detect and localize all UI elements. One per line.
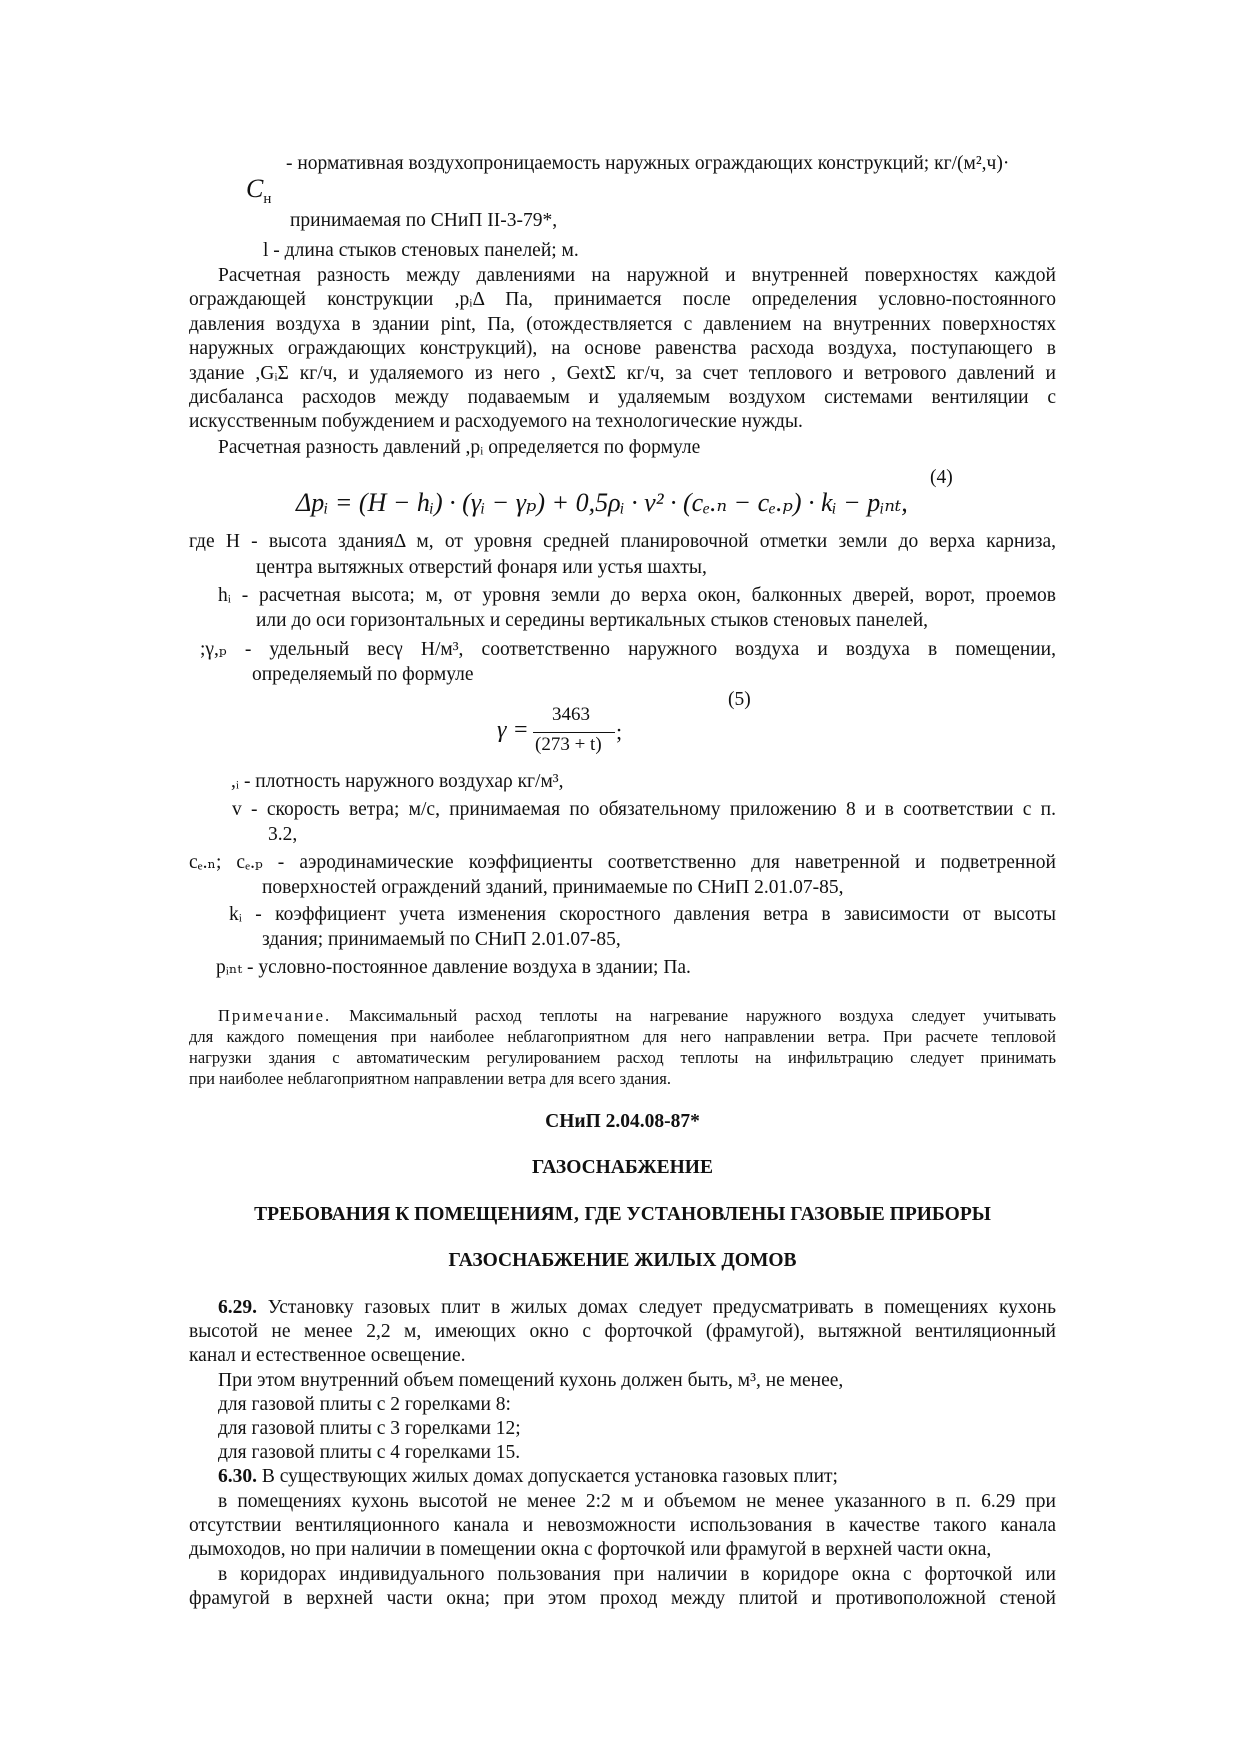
heading-snip: СНиП 2.04.08-87* bbox=[545, 1111, 700, 1132]
p630a-line: в помещениях кухонь высотой не менее 2:2 м и объемом не менее указанного в п. 6.29 при bbox=[218, 1491, 1056, 1512]
note-line: нагрузки здания с автоматическим регулированием расход теплоты на инфильтрацию следует принимать bbox=[189, 1048, 1056, 1067]
para1-line: здание ,GᵢΣ кг/ч, и удаляемого из него , GextΣ кг/ч, за счет теплового и ветрового давлений и bbox=[189, 363, 1056, 384]
note-label: Примечание. bbox=[218, 1006, 332, 1025]
para1-line: наружных ограждающих конструкций), на основе равенства расхода воздуха, поступающего в bbox=[189, 338, 1056, 359]
def-v-line: 3.2, bbox=[268, 824, 298, 845]
list-item: для газовой плиты с 2 горелками 8: bbox=[218, 1394, 511, 1415]
para1-line: Расчетная разность между давлениями на наружной и внутренней поверхностях каждой bbox=[218, 265, 1056, 286]
eq4-number: (4) bbox=[930, 467, 953, 488]
def-l: l - длина стыков стеновых панелей; м. bbox=[263, 240, 579, 261]
def-v-line: v - скорость ветра; м/с, принимаемая по обязательному приложению 8 и в соответствии с п. bbox=[232, 799, 1056, 820]
def-rho: ,ᵢ - плотность наружного воздухаρ кг/м³, bbox=[231, 771, 564, 792]
def-k-line: здания; принимаемый по СНиП 2.01.07-85, bbox=[262, 929, 621, 950]
eq5-lhs: γ = bbox=[497, 717, 529, 743]
def-pint: pᵢₙₜ - условно-постоянное давление воздуха в здании; Па. bbox=[216, 957, 691, 978]
def-gamma-line: ;γ,ₚ - удельный весγ Н/м³, соответственно наружного воздуха и воздуха в помещении, bbox=[200, 639, 1056, 660]
p629-line: 6.29. Установку газовых плит в жилых домах следует предусматривать в помещениях кухонь bbox=[218, 1297, 1057, 1318]
eq5-numerator: 3463 bbox=[552, 704, 590, 725]
def-c-line: cₑ.ₙ; cₑ.ₚ - аэродинамические коэффициенты соответственно для наветренной и подветренной bbox=[189, 852, 1056, 873]
def-cn-symbol: $C_н$ bbox=[246, 174, 272, 208]
para1-line: ограждающей конструкции ,pᵢΔ Па, принимается после определения условно-постоянного bbox=[189, 289, 1056, 310]
eq5-number: (5) bbox=[728, 689, 751, 710]
def-cn-line2: принимаемая по СНиП II-3-79*, bbox=[290, 210, 558, 231]
p629b: При этом внутренний объем помещений кухонь должен быть, м³, не менее, bbox=[218, 1370, 844, 1391]
p630a-line: дымоходов, но при наличии в помещении окна с форточкой или фрамугой в верхней части окна, bbox=[189, 1539, 992, 1560]
note-line: Примечание. Максимальный расход теплоты на нагревание наружного воздуха следует учитывать bbox=[218, 1006, 1056, 1025]
equation-4: Δpᵢ = (H − hᵢ) · (γᵢ − γₚ) + 0,5ρᵢ · v² · (cₑ.ₙ − cₑ.ₚ) · kᵢ − pᵢₙₜ, bbox=[296, 488, 908, 517]
para1-line: давления воздуха в здании pint, Па, (отождествляется с давлением на внутренних поверхностях bbox=[189, 314, 1056, 335]
p630-line: 6.30. В существующих жилых домах допускается установка газовых плит; bbox=[218, 1466, 838, 1487]
heading-requirements: ТРЕБОВАНИЯ К ПОМЕЩЕНИЯМ‚ ГДЕ УСТАНОВЛЕНЫ ГАЗОВЫЕ ПРИБОРЫ bbox=[254, 1204, 991, 1225]
eq5-denominator: (273 + t) bbox=[535, 734, 602, 755]
def-c-line: поверхностей ограждений зданий, принимаемые по СНиП 2.01.07-85, bbox=[262, 877, 844, 898]
p629-line: высотой не менее 2,2 м, имеющих окно с форточкой (фрамугой), вытяжной вентиляционный bbox=[189, 1321, 1056, 1342]
para2: Расчетная разность давлений ,pᵢ определяется по формуле bbox=[218, 437, 701, 458]
def-gamma-line: определяемый по формуле bbox=[252, 664, 474, 685]
p630a-line: отсутствии вентиляционного канала и невозможности использования в качестве такого канала bbox=[189, 1515, 1056, 1536]
eq5-tail: ; bbox=[616, 719, 623, 744]
p630b-line: фрамугой в верхней части окна; при этом проход между плитой и противоположной стеной bbox=[189, 1588, 1056, 1609]
list-item: для газовой плиты с 3 горелками 12; bbox=[218, 1418, 521, 1439]
def-h-line: или до оси горизонтальных и середины вертикальных стыков стеновых панелей, bbox=[256, 610, 929, 631]
fraction-bar bbox=[533, 732, 615, 733]
def-k-line: kᵢ - коэффициент учета изменения скоростного давления ветра в зависимости от высоты bbox=[229, 904, 1056, 925]
p630b-line: в коридорах индивидуального пользования при наличии в коридоре окна с форточкой или bbox=[218, 1564, 1056, 1585]
note-line: для каждого помещения при наиболее неблагоприятном для него направлении ветра. При расчете тепловой bbox=[189, 1027, 1056, 1046]
p629-line: канал и естественное освещение. bbox=[189, 1345, 466, 1366]
heading-gas: ГАЗОСНАБЖЕНИЕ bbox=[532, 1157, 713, 1178]
def-H-line: где H - высота зданияΔ м, от уровня средней планировочной отметки земли до верха карниза, bbox=[189, 531, 1056, 552]
list-item: для газовой плиты с 4 горелками 15. bbox=[218, 1442, 521, 1463]
para1-line: дисбаланса расходов между подаваемым и удаляемым воздухом системами вентиляции с bbox=[189, 387, 1056, 408]
para1-line: искусственным побуждением и расходуемого на технологические нужды. bbox=[189, 411, 803, 432]
heading-residential: ГАЗОСНАБЖЕНИЕ ЖИЛЫХ ДОМОВ bbox=[448, 1250, 797, 1271]
def-H-line: центра вытяжных отверстий фонаря или устья шахты, bbox=[256, 557, 707, 578]
def-cn-line1: - нормативная воздухопроницаемость наружных ограждающих конструкций; кг/(м²,ч)· bbox=[286, 153, 1010, 174]
def-h-line: hᵢ - расчетная высота; м, от уровня земли до верха окон, балконных дверей, ворот, проемов bbox=[218, 585, 1056, 606]
note-line: при наиболее неблагоприятном направлении ветра для всего здания. bbox=[189, 1069, 671, 1088]
